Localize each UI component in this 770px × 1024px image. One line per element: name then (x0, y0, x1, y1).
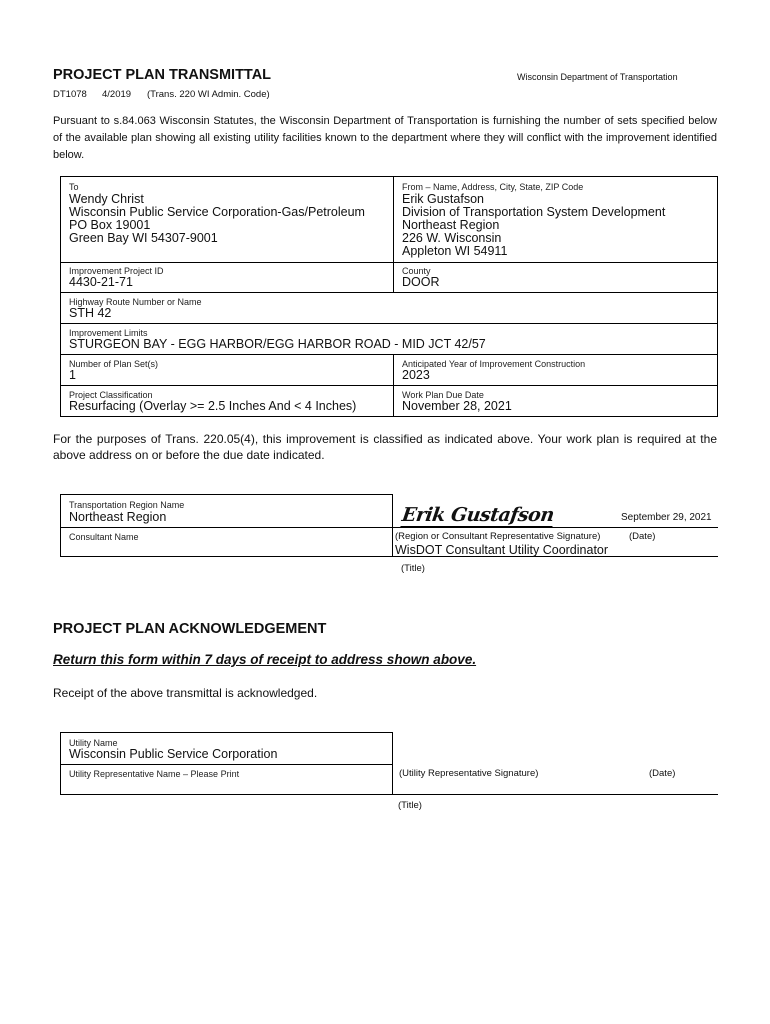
due-date-label: Work Plan Due Date (402, 390, 484, 400)
divider (60, 262, 718, 263)
divider (393, 794, 718, 795)
to-address2: Green Bay WI 54307-9001 (69, 231, 218, 245)
form-title: PROJECT PLAN TRANSMITTAL (53, 67, 272, 83)
receipt-text: Receipt of the above transmittal is acknowledged. (53, 686, 318, 700)
coordinator-signature: Erik Gustafson (400, 504, 556, 526)
from-address2: Appleton WI 54911 (402, 244, 508, 258)
county-value: DOOR (402, 275, 440, 289)
county-label: County (402, 266, 431, 276)
construction-year-label: Anticipated Year of Improvement Construction (402, 359, 586, 369)
highway-label: Highway Route Number or Name (69, 297, 202, 307)
utility-name-value: Wisconsin Public Service Corporation (69, 747, 278, 761)
divider (60, 385, 718, 386)
to-address1: PO Box 19001 (69, 218, 151, 232)
from-label: From – Name, Address, City, State, ZIP Code (402, 182, 584, 192)
classification-label: Project Classification (69, 390, 153, 400)
project-id-value: 4430-21-71 (69, 275, 133, 289)
intro-paragraph: Pursuant to s.84.063 Wisconsin Statutes, the Wisconsin Department of Transportation is furnishing the number of sets specified below of the available plan showing all existing utility facilities known to the department where they will conflict with the improvement identified below. (53, 115, 717, 161)
divider (60, 764, 393, 765)
divider (60, 527, 718, 528)
utility-name-label: Utility Name (69, 738, 118, 748)
project-id-label: Improvement Project ID (69, 266, 164, 276)
form-id: DT1078 (53, 89, 87, 100)
limits-label: Improvement Limits (69, 328, 148, 338)
to-org: Wisconsin Public Service Corporation-Gas/Petroleum (69, 205, 365, 219)
region-name-value: Northeast Region (69, 510, 167, 524)
from-name: Erik Gustafson (402, 192, 484, 206)
consultant-name-label: Consultant Name (69, 532, 139, 542)
limits-value: STURGEON BAY - EGG HARBOR/EGG HARBOR ROAD - MID JCT 42/57 (69, 337, 486, 351)
rep-name-label[interactable]: Utility Representative Name – Please Print (69, 769, 240, 779)
divider (60, 323, 718, 324)
rep-date-caption: (Date) (649, 768, 676, 779)
divider (60, 292, 718, 293)
date-caption: (Date) (629, 531, 656, 542)
plan-sets-value: 1 (69, 368, 76, 382)
coordinator-title: WisDOT Consultant Utility Coordinator (395, 543, 609, 557)
highway-value: STH 42 (69, 306, 112, 320)
ack-title: PROJECT PLAN ACKNOWLEDGEMENT (53, 621, 327, 637)
rep-signature-caption: (Utility Representative Signature) (399, 768, 539, 779)
plan-sets-label: Number of Plan Set(s) (69, 359, 159, 369)
to-name: Wendy Christ (69, 192, 144, 206)
to-label: To (69, 182, 79, 192)
signature-caption: (Region or Consultant Representative Signature) (395, 531, 601, 542)
rep-title-caption: (Title) (398, 800, 422, 811)
divider (393, 176, 394, 293)
signature-date: September 29, 2021 (621, 512, 712, 523)
agency-name: Wisconsin Department of Transportation (517, 72, 678, 82)
return-instruction: Return this form within 7 days of receipt to address shown above. (53, 652, 477, 667)
title-caption: (Title) (401, 563, 425, 574)
from-address1: 226 W. Wisconsin (402, 231, 502, 245)
region-name-label: Transportation Region Name (69, 500, 185, 510)
classification-value: Resurfacing (Overlay >= 2.5 Inches And < 4 Inches) (69, 399, 357, 413)
construction-year-value: 2023 (402, 368, 430, 382)
divider (60, 354, 718, 355)
code-reference: (Trans. 220 WI Admin. Code) (147, 89, 270, 100)
from-region: Northeast Region (402, 218, 500, 232)
from-division: Division of Transportation System Development (402, 205, 666, 219)
form-date: 4/2019 (102, 89, 132, 100)
due-date-value: November 28, 2021 (402, 399, 512, 413)
purpose-paragraph: For the purposes of Trans. 220.05(4), this improvement is classified as indicated above. Your work plan is required at the above address on or before the due date indicated. (53, 432, 717, 462)
divider (393, 354, 394, 417)
